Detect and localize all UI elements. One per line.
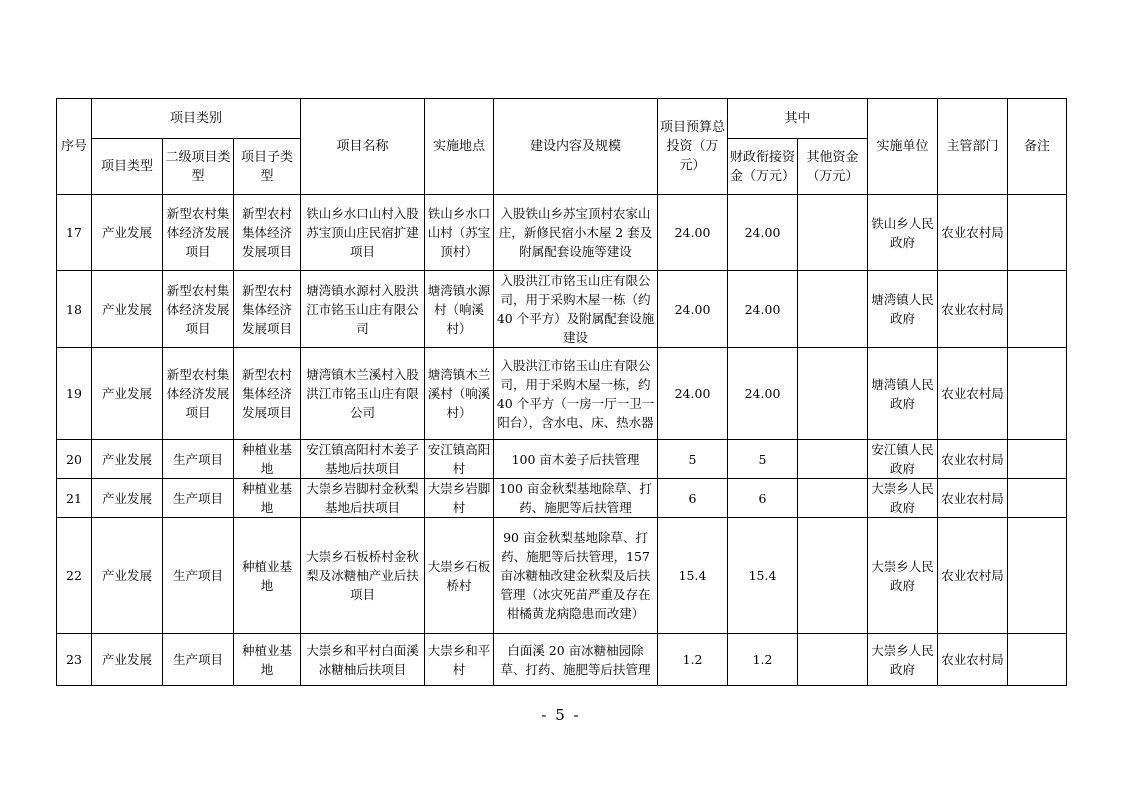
cell-remarks: [1008, 195, 1067, 271]
header-content: 建设内容及规模: [494, 99, 658, 195]
cell-secondary-type: 生产项目: [163, 634, 234, 686]
table-row: [57, 518, 1067, 634]
cell-project-name: 铁山乡水口山村入股苏宝顶山庄民宿扩建项目: [301, 195, 425, 271]
header-implementing-unit: 实施单位: [868, 99, 938, 195]
cell-remarks: [1008, 348, 1067, 440]
header-secondary-type: 二级项目类型: [163, 139, 234, 195]
cell-fiscal-funds: 24.00: [728, 195, 798, 271]
header-location: 实施地点: [425, 99, 494, 195]
cell-project-type: 产业发展: [92, 195, 163, 271]
cell-budget: 15.4: [658, 518, 728, 634]
cell-other-funds: [798, 348, 868, 440]
cell-remarks: [1008, 634, 1067, 686]
cell-sub-type: 新型农村集体经济发展项目: [234, 271, 301, 348]
cell-budget: 1.2: [658, 634, 728, 686]
cell-project-name: 安江镇高阳村木姜子基地后扶项目: [301, 440, 425, 479]
table-row: [57, 479, 1067, 518]
cell-remarks: [1008, 479, 1067, 518]
cell-other-funds: [798, 634, 868, 686]
cell-project-name: 塘湾镇木兰溪村入股洪江市铭玉山庄有限公司: [301, 348, 425, 440]
cell-department: 农业农村局: [938, 348, 1008, 440]
cell-location: 塘湾镇水源村（响溪村）: [425, 271, 494, 348]
cell-budget: 24.00: [658, 348, 728, 440]
cell-location: 塘湾镇木兰溪村（响溪村）: [425, 348, 494, 440]
cell-other-funds: [798, 479, 868, 518]
cell-fiscal-funds: 24.00: [728, 271, 798, 348]
cell-content: 入股铁山乡苏宝顶村农家山庄，新修民宿小木屋 2 套及附属配套设施等建设: [494, 195, 658, 271]
header-other-funds: 其他资金（万元）: [798, 139, 868, 195]
cell-secondary-type: 生产项目: [163, 440, 234, 479]
header-fiscal-funds: 财政衔接资金（万元）: [728, 139, 798, 195]
cell-implementing-unit: 大崇乡人民政府: [868, 518, 938, 634]
table-body: [57, 195, 1067, 686]
cell-department: 农业农村局: [938, 195, 1008, 271]
cell-seq: 17: [57, 195, 92, 271]
cell-other-funds: [798, 195, 868, 271]
cell-other-funds: [798, 518, 868, 634]
cell-secondary-type: 新型农村集体经济发展项目: [163, 271, 234, 348]
cell-project-type: 产业发展: [92, 518, 163, 634]
cell-project-type: 产业发展: [92, 440, 163, 479]
header-sub-type: 项目子类型: [234, 139, 301, 195]
table-row: [57, 634, 1067, 686]
cell-content: 入股洪江市铭玉山庄有限公司，用于采购木屋一栋，约 40 个平方（一房一厅一卫一阳台），含水电、床、热水器: [494, 348, 658, 440]
cell-project-name: 大崇乡和平村白面溪冰糖柚后扶项目: [301, 634, 425, 686]
header-budget: 项目预算总投资（万元）: [658, 99, 728, 195]
header-category-group: 项目类别: [92, 99, 301, 139]
cell-other-funds: [798, 271, 868, 348]
cell-implementing-unit: 安江镇人民政府: [868, 440, 938, 479]
cell-fiscal-funds: 15.4: [728, 518, 798, 634]
cell-project-name: 大崇乡石板桥村金秋梨及冰糖柚产业后扶项目: [301, 518, 425, 634]
header-department: 主管部门: [938, 99, 1008, 195]
cell-location: 大崇乡和平村: [425, 634, 494, 686]
cell-sub-type: 新型农村集体经济发展项目: [234, 348, 301, 440]
cell-implementing-unit: 铁山乡人民政府: [868, 195, 938, 271]
cell-seq: 20: [57, 440, 92, 479]
cell-implementing-unit: 塘湾镇人民政府: [868, 271, 938, 348]
table-header: [57, 99, 1067, 195]
cell-seq: 22: [57, 518, 92, 634]
cell-department: 农业农村局: [938, 271, 1008, 348]
cell-location: 安江镇高阳村: [425, 440, 494, 479]
cell-seq: 19: [57, 348, 92, 440]
cell-seq: 23: [57, 634, 92, 686]
cell-budget: 5: [658, 440, 728, 479]
cell-department: 农业农村局: [938, 479, 1008, 518]
cell-budget: 24.00: [658, 271, 728, 348]
cell-location: 大崇乡石板桥村: [425, 518, 494, 634]
cell-sub-type: 种植业基地: [234, 479, 301, 518]
table-row: [57, 195, 1067, 271]
cell-fiscal-funds: 5: [728, 440, 798, 479]
cell-fiscal-funds: 24.00: [728, 348, 798, 440]
cell-content: 白面溪 20 亩冰糖柚园除草、打药、施肥等后扶管理: [494, 634, 658, 686]
cell-sub-type: 种植业基地: [234, 634, 301, 686]
table-row: [57, 348, 1067, 440]
cell-implementing-unit: 塘湾镇人民政府: [868, 348, 938, 440]
cell-fiscal-funds: 1.2: [728, 634, 798, 686]
header-project-name: 项目名称: [301, 99, 425, 195]
table-row: [57, 271, 1067, 348]
cell-department: 农业农村局: [938, 634, 1008, 686]
cell-sub-type: 种植业基地: [234, 440, 301, 479]
project-table: [56, 98, 1067, 686]
cell-content: 入股洪江市铭玉山庄有限公司，用于采购木屋一栋（约 40 个平方）及附属配套设施建设: [494, 271, 658, 348]
cell-project-type: 产业发展: [92, 634, 163, 686]
cell-other-funds: [798, 440, 868, 479]
table-row: [57, 440, 1067, 479]
cell-secondary-type: 生产项目: [163, 479, 234, 518]
header-remarks: 备注: [1008, 99, 1067, 195]
header-seq: 序号: [57, 99, 92, 195]
cell-budget: 6: [658, 479, 728, 518]
cell-project-type: 产业发展: [92, 348, 163, 440]
cell-project-name: 大崇乡岩脚村金秋梨基地后扶项目: [301, 479, 425, 518]
cell-implementing-unit: 大崇乡人民政府: [868, 634, 938, 686]
cell-seq: 21: [57, 479, 92, 518]
cell-department: 农业农村局: [938, 440, 1008, 479]
header-of-which: 其中: [728, 99, 868, 139]
cell-content: 100 亩金秋梨基地除草、打药、施肥等后扶管理: [494, 479, 658, 518]
cell-location: 大崇乡岩脚村: [425, 479, 494, 518]
cell-project-type: 产业发展: [92, 271, 163, 348]
cell-remarks: [1008, 440, 1067, 479]
cell-content: 100 亩木姜子后扶管理: [494, 440, 658, 479]
cell-remarks: [1008, 518, 1067, 634]
cell-secondary-type: 生产项目: [163, 518, 234, 634]
cell-seq: 18: [57, 271, 92, 348]
cell-sub-type: 新型农村集体经济发展项目: [234, 195, 301, 271]
cell-department: 农业农村局: [938, 518, 1008, 634]
cell-budget: 24.00: [658, 195, 728, 271]
page-number: - 5 -: [541, 706, 581, 724]
cell-content: 90 亩金秋梨基地除草、打药、施肥等后扶管理，157 亩冰糖柚改建金秋梨及后扶管理（冰灾死苗严重及存在柑橘黄龙病隐患而改建）: [494, 518, 658, 634]
cell-sub-type: 种植业基地: [234, 518, 301, 634]
cell-secondary-type: 新型农村集体经济发展项目: [163, 348, 234, 440]
header-project-type: 项目类型: [92, 139, 163, 195]
cell-implementing-unit: 大崇乡人民政府: [868, 479, 938, 518]
cell-fiscal-funds: 6: [728, 479, 798, 518]
cell-project-name: 塘湾镇水源村入股洪江市铭玉山庄有限公司: [301, 271, 425, 348]
cell-remarks: [1008, 271, 1067, 348]
cell-secondary-type: 新型农村集体经济发展项目: [163, 195, 234, 271]
cell-location: 铁山乡水口山村（苏宝顶村）: [425, 195, 494, 271]
cell-project-type: 产业发展: [92, 479, 163, 518]
